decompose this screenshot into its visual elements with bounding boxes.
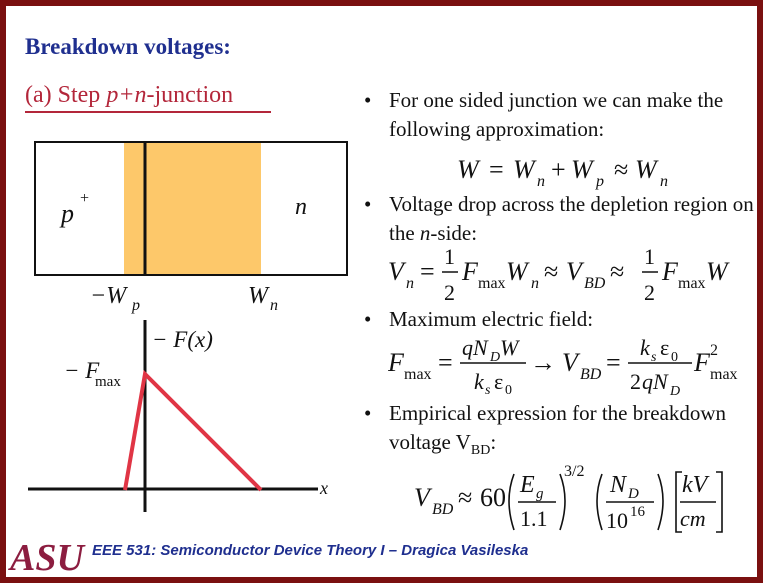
- svg-text:cm: cm: [680, 506, 706, 531]
- p-region-label: p: [61, 199, 74, 228]
- equation-max-field: [388, 333, 748, 397]
- svg-text:BD: BD: [580, 366, 602, 383]
- bullet-4-text: [389, 399, 763, 465]
- svg-text:F: F: [462, 257, 478, 286]
- bullet-3-text: Maximum electric field:: [389, 307, 594, 331]
- svg-text:F: F: [388, 348, 404, 377]
- footer-text: EEE 531: Semiconductor Device Theory I – Dragica Vasileska: [92, 542, 529, 559]
- subtitle-prefix: (a) Step: [25, 82, 107, 108]
- bullet-2-part1: Voltage drop across the depletion region on the: [389, 192, 754, 245]
- svg-text:max: max: [710, 366, 738, 383]
- svg-text:W: W: [571, 155, 593, 184]
- svg-text:≈: ≈: [614, 155, 629, 184]
- svg-text:W: W: [635, 155, 657, 184]
- svg-text:W: W: [500, 335, 519, 360]
- bullet-4-part1: Empirical expression for the breakdown voltage V: [389, 401, 727, 454]
- wn-label: W: [248, 283, 268, 309]
- svg-text:=: =: [438, 348, 453, 377]
- svg-text:1: 1: [444, 244, 455, 269]
- svg-text:W: W: [506, 257, 528, 286]
- svg-text:max: max: [478, 275, 506, 292]
- svg-text:qN: qN: [642, 369, 668, 394]
- svg-text:≈: ≈: [610, 257, 625, 286]
- field-label: − F(x): [152, 327, 213, 352]
- bullet-2-part2: -side:: [430, 221, 478, 245]
- svg-text:0: 0: [505, 383, 512, 397]
- bullet-2-text: [389, 190, 763, 248]
- bullet-dot: •: [364, 401, 372, 425]
- svg-text:2: 2: [710, 342, 718, 359]
- svg-text:3/2: 3/2: [564, 463, 585, 480]
- svg-text:ε: ε: [494, 369, 504, 394]
- svg-text:V: V: [562, 348, 578, 377]
- bullet-dot: •: [364, 307, 372, 331]
- svg-text:BD: BD: [432, 501, 454, 518]
- svg-text:1: 1: [644, 244, 655, 269]
- wn-sub: n: [270, 297, 278, 314]
- svg-text:V: V: [566, 257, 582, 286]
- svg-text:k: k: [640, 335, 650, 360]
- svg-text:V: V: [414, 483, 430, 512]
- svg-text:N: N: [610, 472, 627, 498]
- equation-breakdown-voltage: [414, 460, 734, 536]
- bullet-1-text: For one sided junction we can make the following approximation:: [389, 88, 724, 141]
- bullet-4-part2: :: [490, 430, 497, 454]
- svg-text:max: max: [678, 275, 706, 292]
- asu-logo: [8, 537, 86, 575]
- svg-text:ε: ε: [660, 335, 670, 360]
- svg-text:n: n: [406, 275, 414, 292]
- svg-text:BD: BD: [584, 275, 606, 292]
- svg-text:→: →: [530, 348, 556, 377]
- svg-text:W: W: [513, 155, 535, 184]
- fmax-label: − F: [64, 358, 100, 383]
- svg-text:2: 2: [444, 280, 455, 305]
- svg-text:W: W: [457, 155, 479, 184]
- bullet-dot: •: [364, 192, 372, 216]
- svg-text:p: p: [596, 173, 604, 190]
- svg-text:ASU: ASU: [10, 537, 84, 575]
- equation-depletion-width: [455, 150, 675, 192]
- svg-text:+: +: [551, 155, 566, 184]
- svg-text:D: D: [490, 350, 501, 365]
- svg-text:D: D: [628, 486, 639, 502]
- svg-text:F: F: [694, 348, 710, 377]
- svg-text:g: g: [536, 486, 544, 502]
- svg-text:D: D: [670, 384, 681, 397]
- x-axis-label: x: [320, 478, 328, 498]
- svg-text:n: n: [660, 173, 668, 190]
- bullet-2-italic: n: [419, 221, 431, 245]
- bullet-4-sub: BD: [470, 443, 491, 459]
- svg-text:2: 2: [630, 369, 641, 394]
- svg-text:s: s: [485, 383, 491, 397]
- svg-text:k: k: [474, 369, 484, 394]
- svg-text:E: E: [520, 472, 535, 498]
- subtitle-suffix: -junction: [146, 82, 234, 108]
- svg-text:=: =: [489, 155, 504, 184]
- wp-sub: p: [132, 297, 140, 314]
- svg-text:=: =: [420, 257, 435, 286]
- svg-text:kV: kV: [682, 472, 708, 498]
- p-region-sup: +: [80, 190, 90, 207]
- equation-voltage-drop: [388, 244, 748, 306]
- svg-text:W: W: [706, 257, 728, 286]
- svg-text:10: 10: [606, 508, 628, 533]
- bullet-dot: •: [364, 88, 372, 112]
- svg-text:qN: qN: [462, 335, 488, 360]
- svg-text:2: 2: [644, 280, 655, 305]
- svg-text:V: V: [388, 257, 404, 286]
- svg-text:16: 16: [630, 504, 645, 520]
- slide-title: Breakdown voltages:: [25, 34, 231, 59]
- svg-text:≈: ≈: [458, 483, 473, 512]
- svg-text:1.1: 1.1: [520, 506, 548, 531]
- wp-label: −W: [90, 283, 127, 309]
- subtitle-junction: p+n: [106, 82, 147, 108]
- svg-text:F: F: [662, 257, 678, 286]
- svg-text:max: max: [404, 366, 432, 383]
- svg-text:60: 60: [480, 483, 506, 512]
- svg-text:0: 0: [671, 350, 678, 365]
- fmax-sub: max: [95, 374, 121, 390]
- svg-text:s: s: [651, 350, 657, 365]
- svg-text:n: n: [537, 173, 545, 190]
- n-region-label: n: [295, 194, 307, 220]
- svg-text:n: n: [531, 275, 539, 292]
- svg-text:≈: ≈: [544, 257, 559, 286]
- svg-text:=: =: [606, 348, 621, 377]
